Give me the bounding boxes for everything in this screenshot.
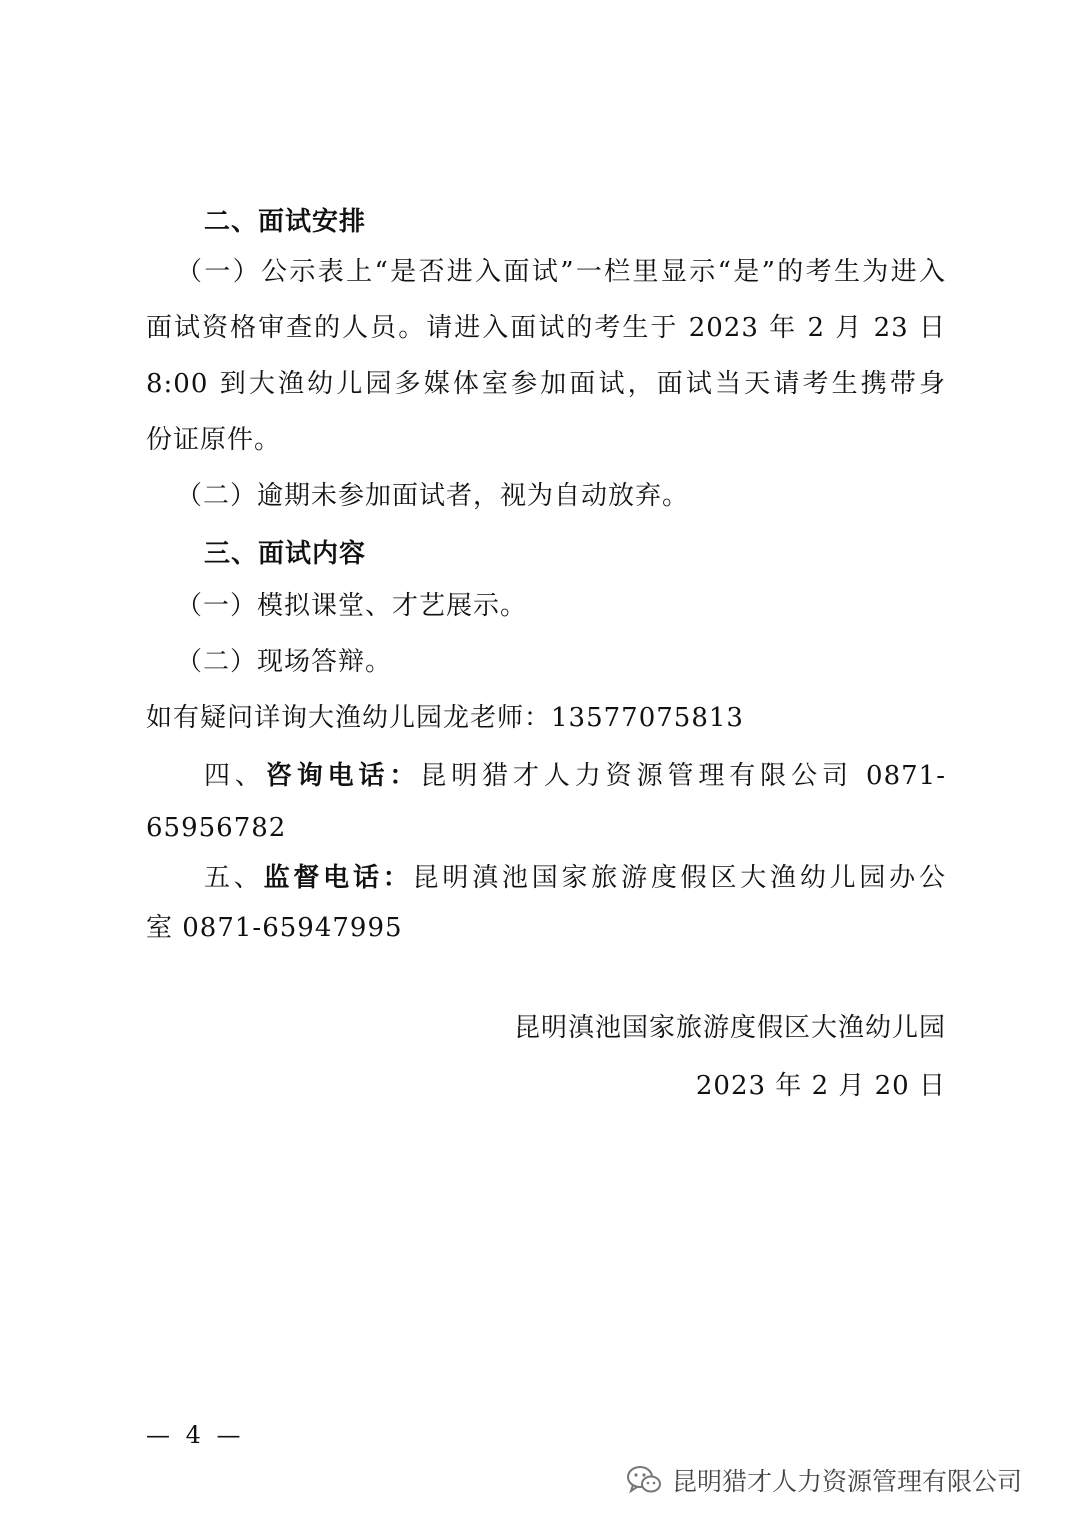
wechat-icon bbox=[626, 1465, 662, 1495]
page-number: — 4 — bbox=[146, 1421, 245, 1449]
signature-org: 昆明滇池国家旅游度假区大渔幼儿园 bbox=[513, 1013, 946, 1043]
list-item: （一）模拟课堂、才艺展示。 bbox=[176, 591, 528, 621]
paragraph-line: 面试资格审查的人员。请进入面试的考生于 2023 年 2 月 23 日 bbox=[146, 313, 946, 343]
list-item: （二）现场答辩。 bbox=[176, 647, 393, 677]
supervision-phone-continued: 室 0871-65947995 bbox=[146, 913, 403, 943]
paragraph-line: 8:00 到大渔幼儿园多媒体室参加面试，面试当天请考生携带身 bbox=[146, 369, 946, 399]
consult-phone-line bbox=[204, 760, 946, 792]
supervision-phone-label: 监督电话： bbox=[263, 863, 413, 893]
supervision-phone-text: 昆明滇池国家旅游度假区大渔幼儿园办公 bbox=[412, 863, 946, 893]
consult-phone-text: 昆明猎才人力资源管理有限公司 0871- bbox=[420, 761, 946, 791]
footer-watermark bbox=[626, 1460, 1022, 1500]
signature-date: 2023 年 2 月 20 日 bbox=[695, 1071, 946, 1101]
supervision-phone-line bbox=[204, 862, 946, 894]
paragraph-line: （二）逾期未参加面试者，视为自动放弃。 bbox=[176, 481, 690, 511]
consult-phone-continued: 65956782 bbox=[146, 813, 287, 843]
section-number: 五、 bbox=[204, 863, 264, 893]
section-heading-interview-arrangement: 二、面试安排 bbox=[204, 207, 367, 237]
consult-phone-label: 咨询电话： bbox=[265, 761, 421, 791]
section-heading-interview-content: 三、面试内容 bbox=[204, 539, 367, 569]
inquiry-contact: 如有疑问详询大渔幼儿园龙老师：13577075813 bbox=[146, 703, 744, 733]
paragraph-line: （一）公示表上“是否进入面试”一栏里显示“是”的考生为进入 bbox=[176, 257, 946, 287]
paragraph-line: 份证原件。 bbox=[146, 425, 282, 455]
footer-account-name: 昆明猎才人力资源管理有限公司 bbox=[672, 1467, 1023, 1496]
section-number: 四、 bbox=[204, 761, 266, 791]
